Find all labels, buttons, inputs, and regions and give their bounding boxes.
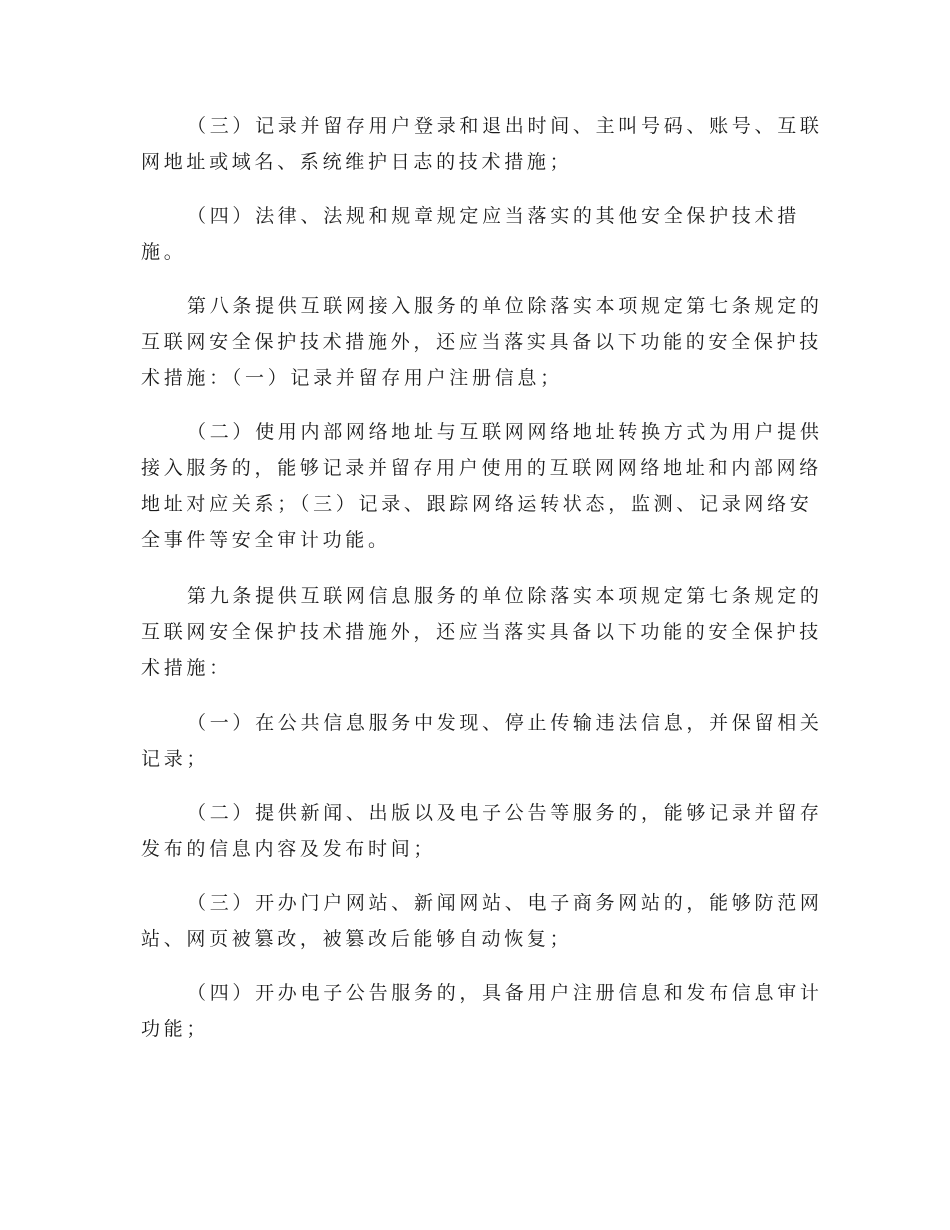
text-line: 站、网页被篡改，被篡改后能够自动恢复； bbox=[141, 928, 573, 950]
text-line: 施。 bbox=[141, 241, 187, 263]
text-line: 地址对应关系；（三）记录、跟踪网络运转状态，监测、记录网络安 bbox=[141, 493, 813, 515]
paragraph-article-9-item-1 bbox=[141, 705, 823, 777]
text-line: 术措施：（一）记录并留存用户注册信息； bbox=[141, 367, 563, 389]
text-line: 互联网安全保护技术措施外，还应当落实具备以下功能的安全保护技 bbox=[141, 331, 823, 353]
text-line: （三）开办门户网站、新闻网站、电子商务网站的，能够防范网 bbox=[187, 892, 823, 914]
paragraph-article-9-item-2 bbox=[141, 795, 823, 867]
text-line: 记录； bbox=[141, 748, 210, 770]
text-line: （四）开办电子公告服务的，具备用户注册信息和发布信息审计 bbox=[187, 982, 823, 1004]
text-line: （四）法律、法规和规章规定应当落实的其他安全保护技术措 bbox=[187, 205, 800, 227]
paragraph-article-8-item-2 bbox=[141, 414, 823, 558]
text-line: （一）在公共信息服务中发现、停止传输违法信息，并保留相关 bbox=[187, 712, 823, 734]
text-line: 第九条提供互联网信息服务的单位除落实本项规定第七条规定的 bbox=[187, 585, 823, 607]
text-line: （二）提供新闻、出版以及电子公告等服务的，能够记录并留存 bbox=[187, 802, 823, 824]
text-line: 全事件等安全审计功能。 bbox=[141, 529, 391, 551]
text-line: （二）使用内部网络地址与互联网网络地址转换方式为用户提供 bbox=[187, 421, 823, 443]
text-line: 功能； bbox=[141, 1018, 210, 1040]
text-line: 互联网安全保护技术措施外，还应当落实具备以下功能的安全保护技 bbox=[141, 621, 823, 643]
paragraph-article-9-item-3 bbox=[141, 885, 823, 957]
paragraph-article-8 bbox=[141, 288, 823, 396]
paragraph-article-9 bbox=[141, 578, 823, 686]
text-line: 第八条提供互联网接入服务的单位除落实本项规定第七条规定的 bbox=[187, 295, 823, 317]
text-line: 网地址或域名、系统维护日志的技术措施； bbox=[141, 151, 573, 173]
text-line: 术措施： bbox=[141, 657, 232, 679]
paragraph-article-9-item-4 bbox=[141, 975, 823, 1047]
paragraph-item-4-other-measures bbox=[141, 198, 800, 270]
text-line: 接入服务的，能够记录并留存用户使用的互联网网络地址和内部网络 bbox=[141, 457, 823, 479]
paragraph-item-3-logging bbox=[141, 108, 823, 180]
text-line: （三）记录并留存用户登录和退出时间、主叫号码、账号、互联 bbox=[187, 115, 823, 137]
text-line: 发布的信息内容及发布时间； bbox=[141, 838, 437, 860]
